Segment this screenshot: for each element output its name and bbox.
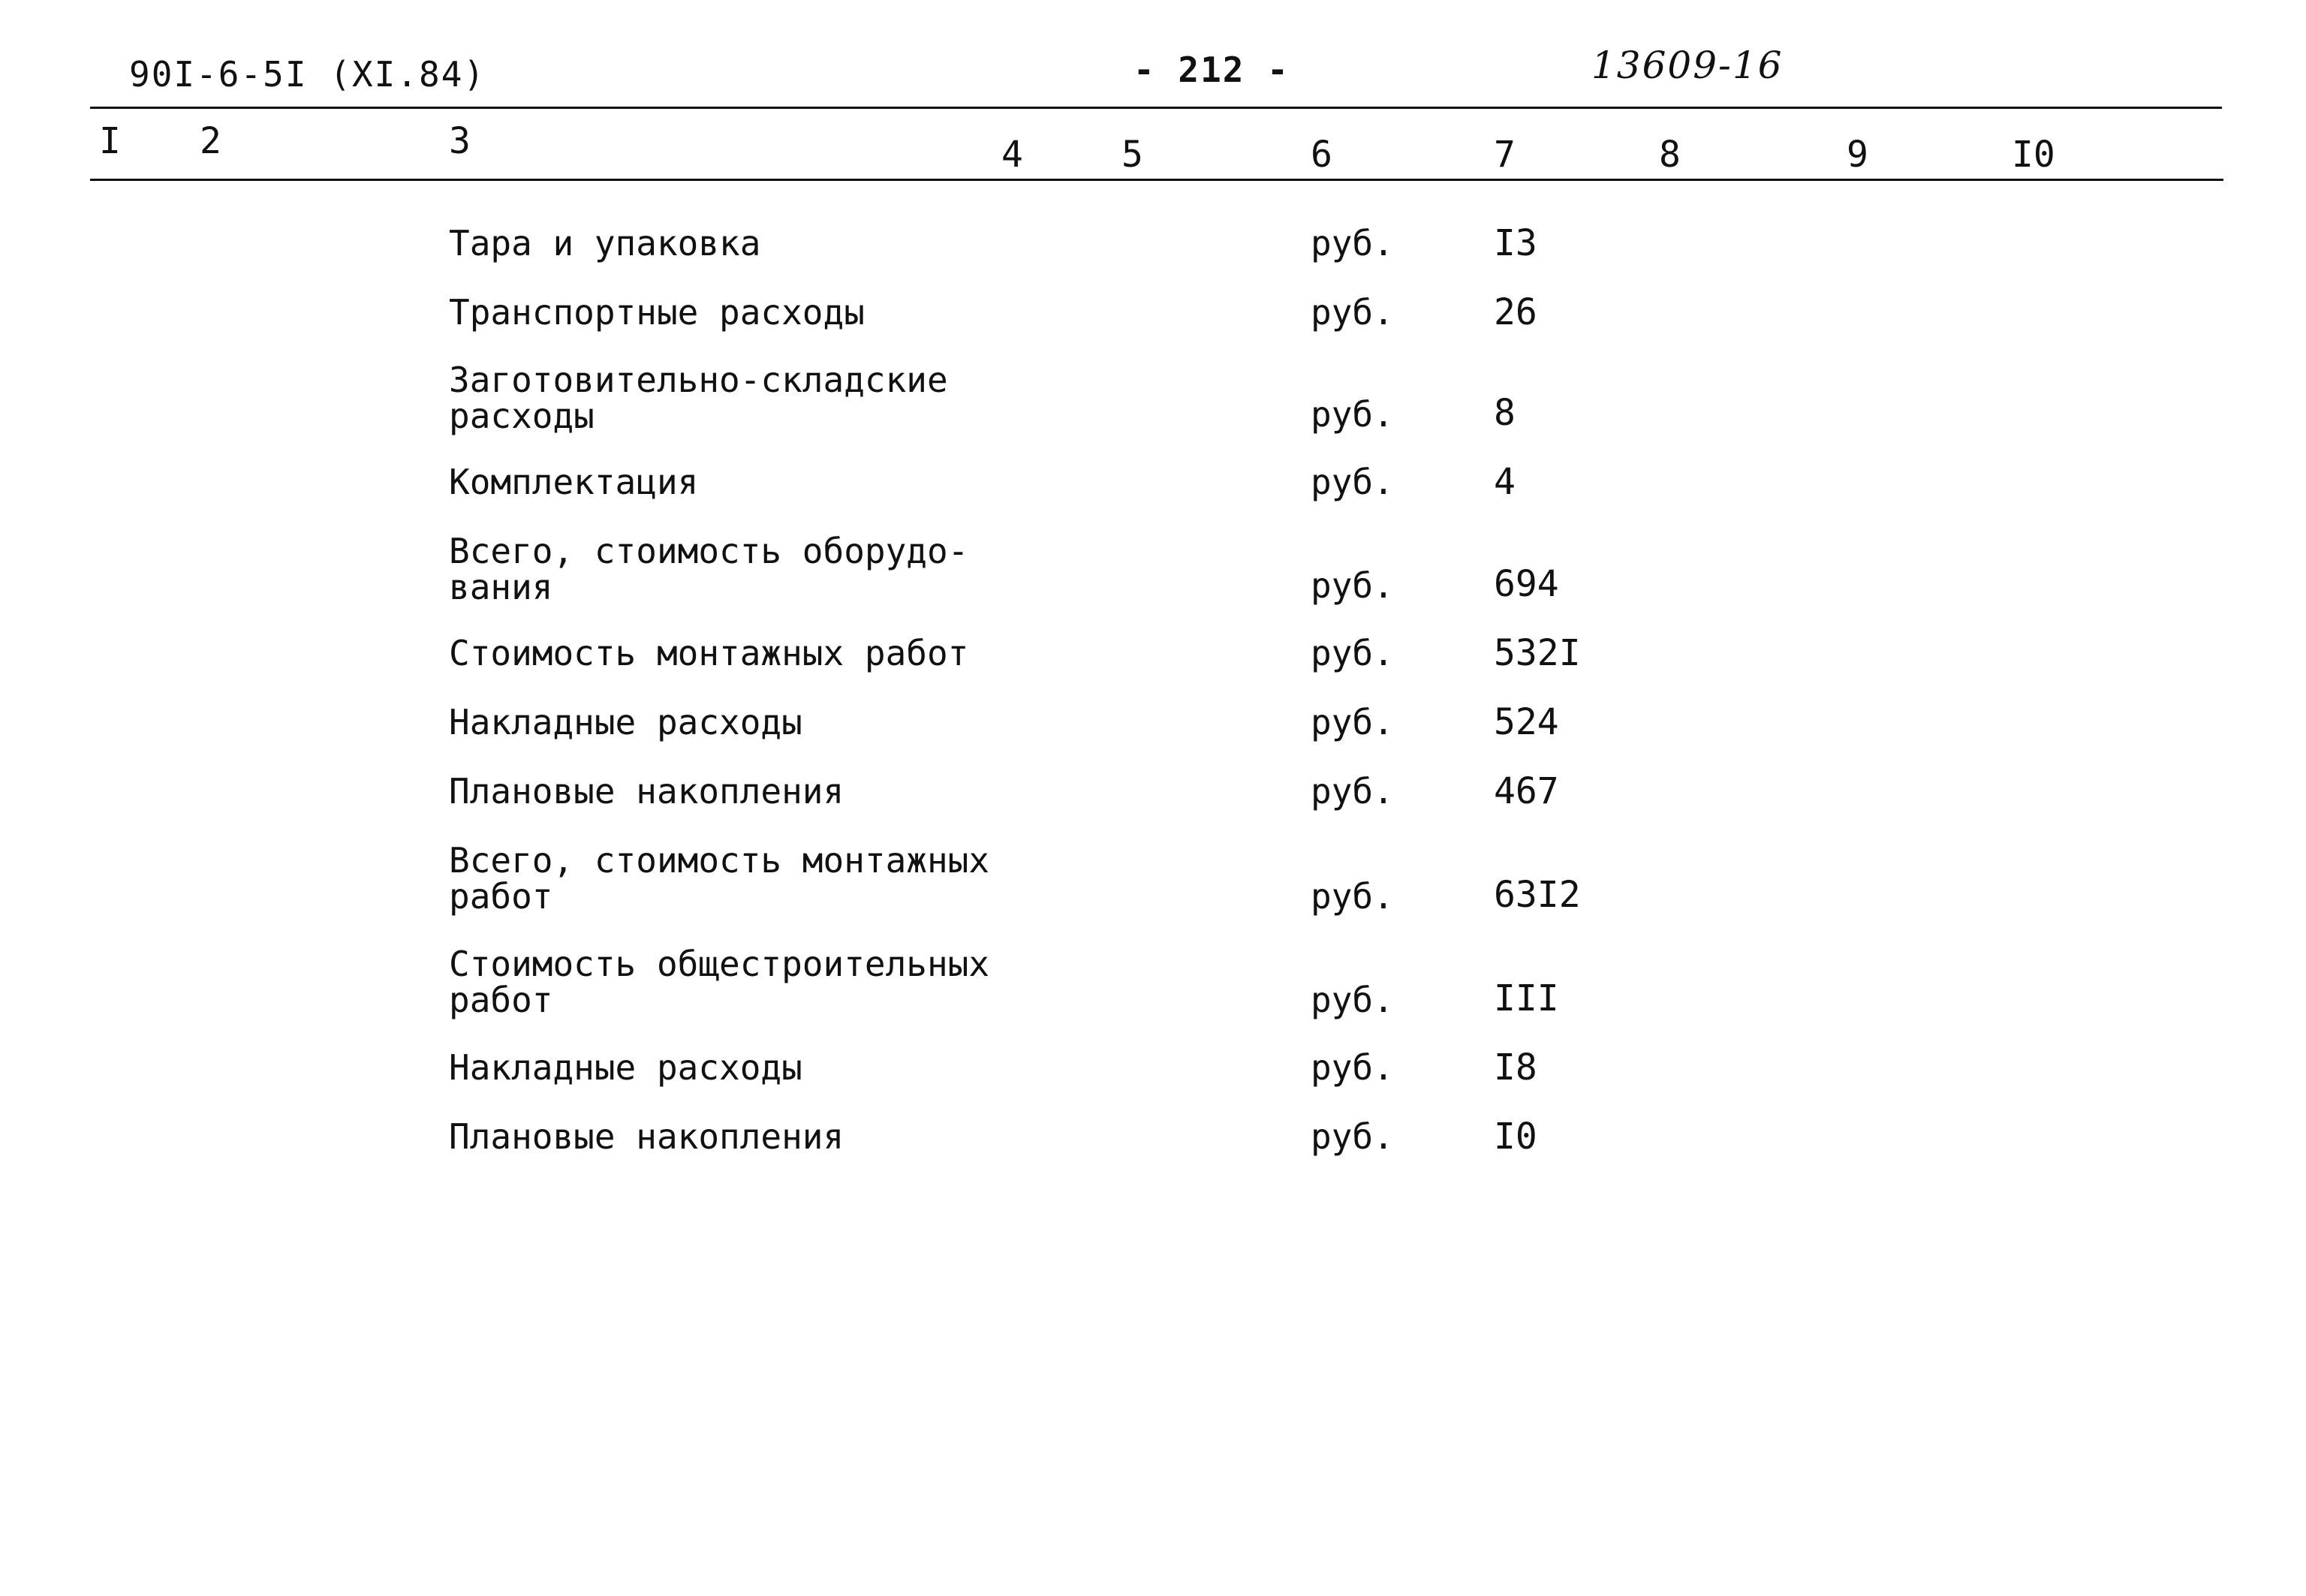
item-name: Всего, стоимость монтажных работ xyxy=(449,840,990,917)
column-number: 9 xyxy=(1847,134,1868,176)
item-quantity: 4 xyxy=(1494,461,1516,503)
item-name: Стоимость общестроительных работ xyxy=(449,944,990,1020)
column-number: 6 xyxy=(1311,134,1332,176)
column-number: 4 xyxy=(1001,134,1023,176)
item-name: Тара и упаковка xyxy=(449,223,761,263)
item-unit: руб. xyxy=(1311,462,1394,502)
item-quantity: 467 xyxy=(1494,770,1559,812)
item-unit: руб. xyxy=(1311,1047,1394,1088)
page-number: - 212 - xyxy=(1133,50,1290,90)
item-quantity: I0 xyxy=(1494,1116,1537,1158)
document-code: 90I-6-5I (XI.84) xyxy=(129,54,486,95)
column-number: I0 xyxy=(2012,134,2055,176)
item-name: Плановые накопления xyxy=(449,771,844,812)
column-number: 7 xyxy=(1494,134,1516,176)
column-number: 2 xyxy=(200,120,221,162)
item-quantity: I3 xyxy=(1494,222,1537,264)
item-quantity: 26 xyxy=(1494,291,1537,333)
item-quantity: 532I xyxy=(1494,632,1581,674)
item-unit: руб. xyxy=(1311,876,1394,917)
item-unit: руб. xyxy=(1311,223,1394,263)
item-quantity: I8 xyxy=(1494,1046,1537,1089)
column-number: 5 xyxy=(1121,134,1143,176)
column-number: I xyxy=(99,120,121,162)
item-name: Всего, стоимость оборудо- вания xyxy=(449,531,969,607)
item-quantity: 63I2 xyxy=(1494,874,1581,916)
column-number: 3 xyxy=(449,120,471,162)
item-unit: руб. xyxy=(1311,565,1394,606)
header-top-rule xyxy=(90,107,2222,109)
item-quantity: 524 xyxy=(1494,701,1559,743)
item-unit: руб. xyxy=(1311,1116,1394,1157)
item-quantity: 694 xyxy=(1494,563,1559,605)
item-name: Транспортные расходы xyxy=(449,292,865,333)
item-name: Плановые накопления xyxy=(449,1116,844,1157)
item-name: Накладные расходы xyxy=(449,1047,802,1088)
item-unit: руб. xyxy=(1311,702,1394,742)
item-name: Стоимость монтажных работ xyxy=(449,633,969,673)
inventory-number: 13609-16 xyxy=(1591,44,1784,87)
item-unit: руб. xyxy=(1311,292,1394,333)
item-name: Комплектация xyxy=(449,462,699,502)
item-quantity: III xyxy=(1494,977,1559,1019)
item-unit: руб. xyxy=(1311,633,1394,673)
item-name: Заготовительно-складские расходы xyxy=(449,360,948,436)
item-unit: руб. xyxy=(1311,394,1394,435)
item-name: Накладные расходы xyxy=(449,702,802,742)
item-unit: руб. xyxy=(1311,771,1394,812)
item-quantity: 8 xyxy=(1494,392,1516,434)
column-header-rule xyxy=(90,179,2223,181)
item-unit: руб. xyxy=(1311,980,1394,1020)
column-number: 8 xyxy=(1659,134,1681,176)
